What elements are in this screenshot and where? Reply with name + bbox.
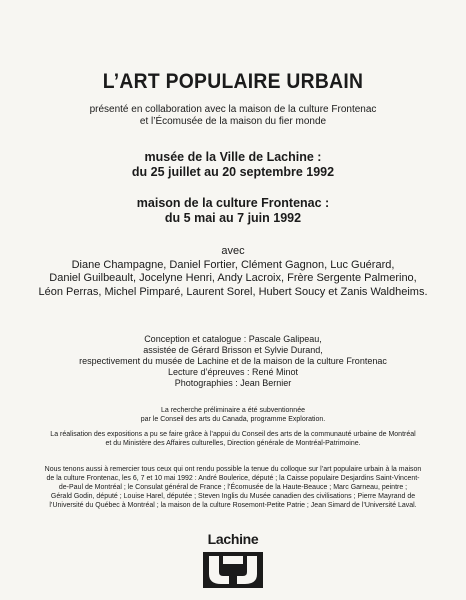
venue-lachine (0, 150, 466, 180)
credits-line: Conception et catalogue : Pascale Galipeau, (144, 334, 322, 344)
venue-dates: du 25 juillet au 20 septembre 1992 (131, 165, 335, 179)
funding-line: et du Ministère des Affaires culturelles, Direction générale de Montréal-Patrimoine. (105, 440, 361, 447)
credits-line: respectivement du musée de Lachine et de la maison de la culture Frontenac (79, 356, 387, 366)
page-title: L’ART POPULAIRE URBAIN (102, 70, 364, 93)
thanks-line: Nous tenons aussi à remercier tous ceux qui ont rendu possible la tenue du colloque sur l’art populaire urbain à la maison (44, 466, 422, 473)
logo-text: Lachine (207, 531, 259, 547)
artists-line: Léon Perras, Michel Pimparé, Laurent Sorel, Hubert Soucy et Zanis Waldheims. (38, 285, 428, 298)
artists-line: Daniel Guilbeault, Jocelyne Henri, Andy Lacroix, Frère Sergente Palmerino, (49, 272, 417, 284)
intro-text (0, 104, 466, 128)
credits-line: Photographies : Jean Bernier (174, 378, 292, 388)
artists-line: Diane Champagne, Daniel Fortier, Clément Gagnon, Luc Guérard, (71, 258, 395, 271)
venue-name: maison de la culture Frontenac : (136, 196, 330, 210)
funding-line: La réalisation des expositions a pu se faire grâce à l’appui du Conseil des arts de la communauté urbaine de Montréal (50, 431, 416, 438)
acknowledgements (0, 465, 466, 510)
venue-dates: du 5 mai au 7 juin 1992 (164, 211, 302, 225)
artists-line: avec (221, 245, 245, 257)
thanks-line: l’Université du Québec à Montréal ; la maison de la culture Rosemont-Petite Patrie ; Jean Simard de l’Université Laval. (49, 502, 417, 509)
venue-name: musée de la Ville de Lachine : (144, 150, 322, 164)
intro-line: présenté en collaboration avec la maison de la culture Frontenac (89, 104, 377, 115)
artists-list (0, 245, 466, 299)
lachine-logo-icon (201, 550, 265, 590)
research-note (0, 406, 466, 424)
thanks-line: de la culture Frontenac, les 6, 7 et 10 mai 1992 : André Boulerice, député ; la Caisse populaire Desjardins Saint-Vincent- (46, 475, 420, 482)
thanks-line: Gérald Godin, député ; Louise Harel, députée ; Steven Inglis du Musée canadien des civilisations ; Pierre Mayrand de (50, 493, 416, 500)
funding-note (0, 430, 466, 448)
research-line: La recherche préliminaire a été subventionnée (161, 407, 305, 414)
intro-line: et l’Écomusée de la maison du fier monde (139, 116, 327, 127)
credits-line: Lecture d’épreuves : René Minot (167, 367, 299, 377)
venue-frontenac (0, 196, 466, 226)
research-line: par le Conseil des arts du Canada, programme Exploration. (140, 416, 326, 423)
credits (0, 334, 466, 389)
credits-line: assistée de Gérard Brisson et Sylvie Durand, (143, 345, 323, 355)
thanks-line: de-Paul de Montréal ; le Consulat général de France ; l’Écomusée de la Haute-Beauce ; Marc Garneau, peintre ; (58, 484, 408, 491)
lachine-logo (0, 531, 466, 590)
